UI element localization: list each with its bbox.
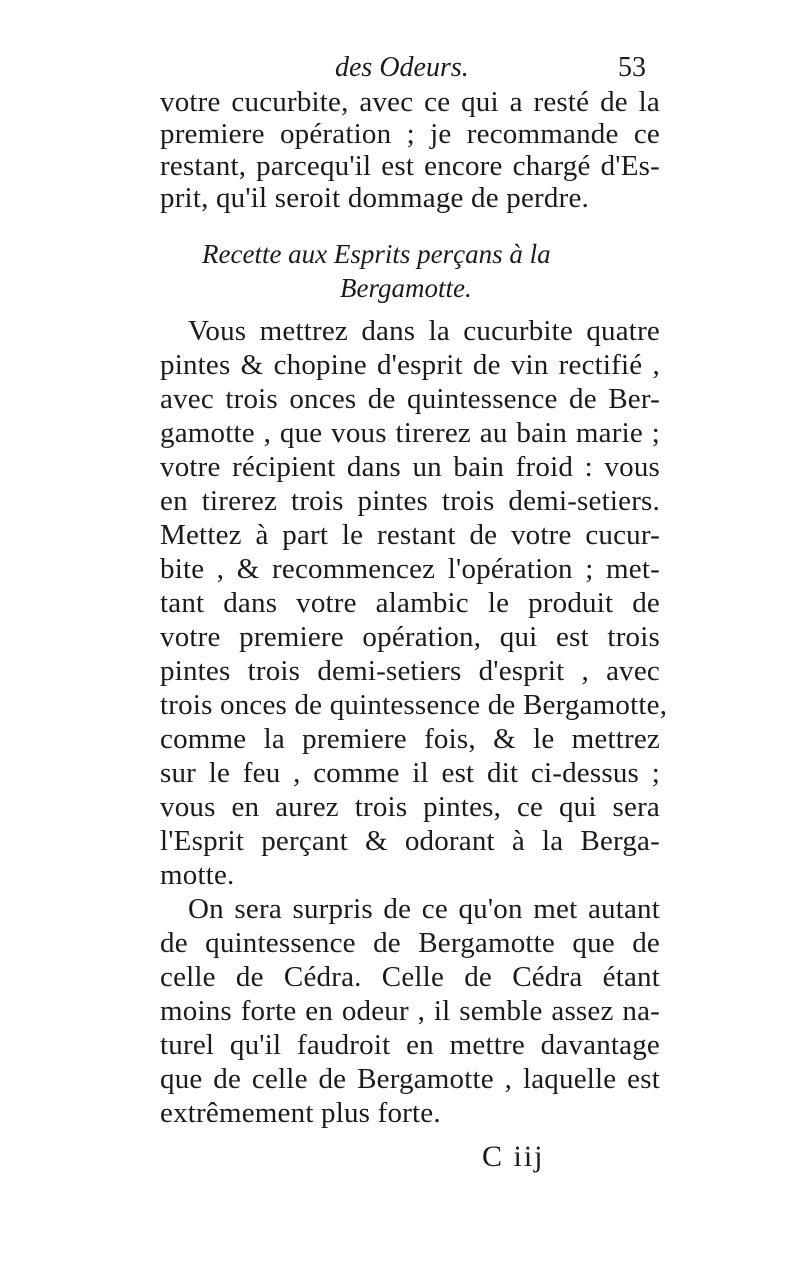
text-line: premiere opération ; je recommande ce: [160, 118, 660, 150]
text-line: bite , & recommencez l'opération ; met-: [160, 553, 660, 585]
signature-mark: C iij: [482, 1140, 545, 1173]
page-number: 53: [618, 52, 646, 83]
text-line: vous en aurez trois pintes, ce qui sera: [160, 791, 660, 823]
text-line: gamotte , que vous tirerez au bain marie ;: [160, 417, 660, 449]
text-line: pintes & chopine d'esprit de vin rectifié ,: [160, 349, 660, 381]
text-line: On sera surpris de ce qu'on met autant: [188, 893, 660, 925]
text-line: en tirerez trois pintes trois demi-setiers.: [160, 485, 660, 517]
text-line: l'Esprit perçant & odorant à la Berga-: [160, 825, 660, 857]
text-line: tant dans votre alambic le produit de: [160, 587, 660, 619]
text-line: de quintessence de Bergamotte que de: [160, 927, 660, 959]
text-line: pintes trois demi-setiers d'esprit , avec: [160, 655, 660, 687]
recipe-heading-line-2: Bergamotte.: [340, 273, 472, 303]
text-line: extrêmement plus forte.: [160, 1097, 441, 1129]
text-line: avec trois onces de quintessence de Ber-: [160, 383, 660, 415]
text-line: comme la premiere fois, & le mettrez: [160, 723, 660, 755]
text-line: prit, qu'il seroit dommage de perdre.: [160, 182, 589, 214]
text-line: que de celle de Bergamotte , laquelle est: [160, 1063, 660, 1095]
text-line: turel qu'il faudroit en mettre davantage: [160, 1029, 660, 1061]
text-line: moins forte en odeur , il semble assez na-: [160, 995, 660, 1027]
text-line: celle de Cédra. Celle de Cédra étant: [160, 961, 660, 993]
text-line: motte.: [160, 859, 235, 891]
running-head: des Odeurs.: [335, 52, 469, 83]
text-line: Vous mettrez dans la cucurbite quatre: [188, 315, 660, 347]
text-line: votre cucurbite, avec ce qui a resté de la: [160, 86, 660, 118]
text-line: votre récipient dans un bain froid : vous: [160, 451, 660, 483]
text-line: votre premiere opération, qui est trois: [160, 621, 660, 653]
recipe-heading-line-1: Recette aux Esprits perçans à la: [202, 239, 551, 269]
text-line: trois onces de quintessence de Bergamotte,: [160, 689, 668, 721]
text-line: sur le feu , comme il est dit ci-dessus ;: [160, 757, 660, 789]
text-line: Mettez à part le restant de votre cucur-: [160, 519, 660, 551]
text-line: restant, parcequ'il est encore chargé d'Es-: [160, 150, 660, 182]
